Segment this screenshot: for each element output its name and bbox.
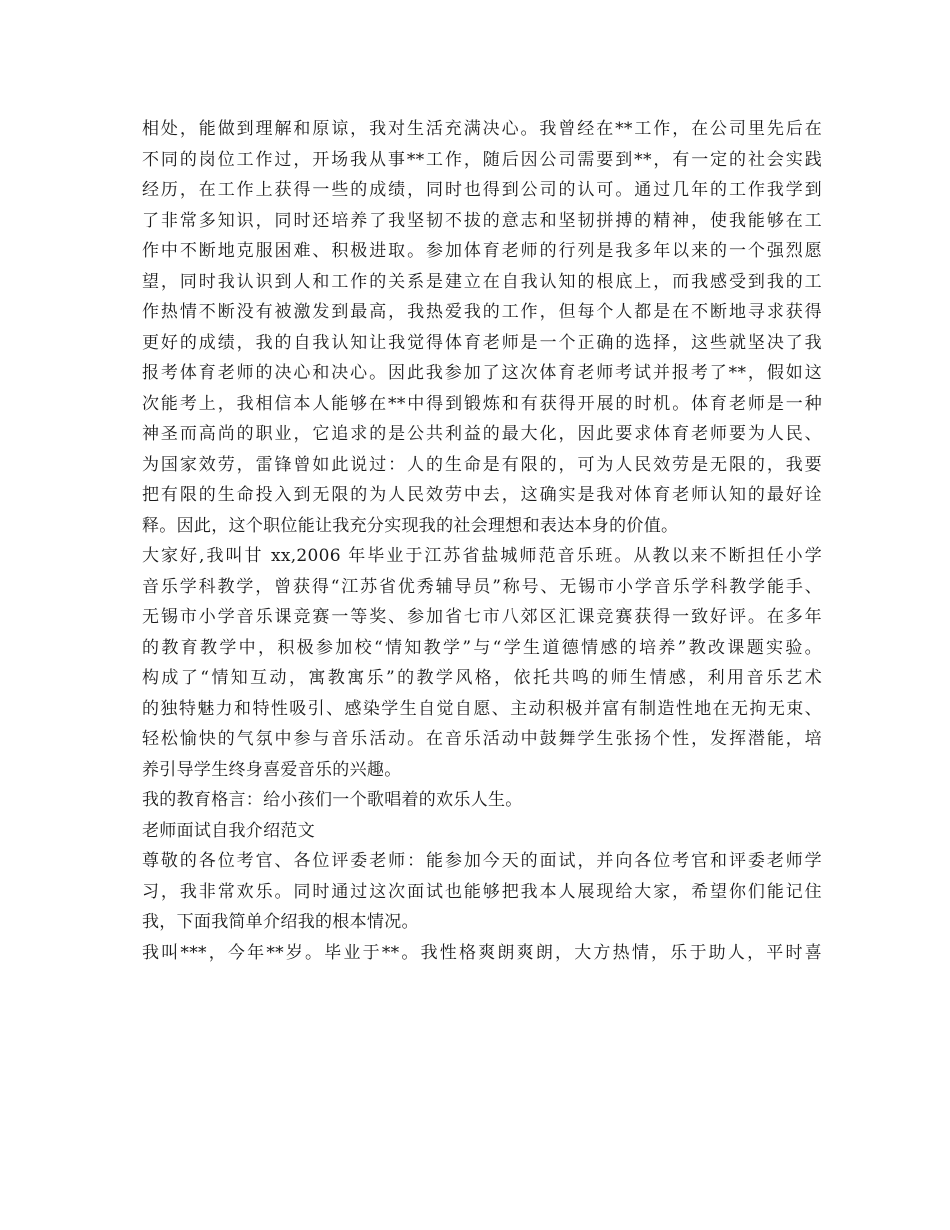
text-line: 养引导学生终身喜爱音乐的兴趣。 [142, 759, 402, 780]
text-line: 我的教育格言：给小孩们一个歌唱着的欢乐人生。 [142, 790, 523, 810]
text-line: 不同的岗位工作过，开场我从事**工作，随后因公司需要到**，有一定的社会实践 [142, 149, 822, 170]
paragraph-sports-teacher [142, 114, 822, 541]
text-line: 无锡市小学音乐课竞赛一等奖、参加省七市八郊区汇课竞赛获得一致好评。在多年 [142, 607, 822, 627]
text-line: 把有限的生命投入到无限的为人民效劳中去，这确实是我对体育老师认知的最好诠 [142, 485, 822, 505]
text-line: 次能考上，我相信本人能够在**中得到锻炼和有获得开展的时机。体育老师是一种 [142, 393, 822, 414]
text-line: 神圣而高尚的职业，它追求的是公共利益的最大化，因此要求体育老师要为人民、 [142, 424, 822, 444]
text-line: 构成了“情知互动，寓教寓乐”的教学风格，依托共鸣的师生情感，利用音乐艺术 [142, 668, 822, 688]
text-line: 作热情不断没有被激发到最高，我热爱我的工作，但每个人都是在不断地寻求获得 [142, 302, 822, 322]
text-line: 的教育教学中，积极参加校“情知教学”与“学生道德情感的培养”教改课题实验。 [142, 637, 822, 658]
heading-text: 老师面试自我介绍范文 [142, 820, 315, 841]
text-line: 我叫***，今年**岁。毕业于**。我性格爽朗爽朗，大方热情，乐于助人，平时喜 [142, 942, 822, 963]
paragraph-motto [142, 785, 822, 816]
text-line: 习，我非常欢乐。同时通过这次面试也能够把我本人展现给大家，希望你们能记住 [142, 881, 822, 902]
text-line: 我，下面我简单介绍我的根本情况。 [142, 912, 419, 932]
text-line: 为国家效劳，雷锋曾如此说过：人的生命是有限的，可为人民效劳是无限的，我要 [142, 454, 822, 475]
text-line: 报考体育老师的决心和决心。因此我参加了这次体育老师考试并报考了**，假如这 [142, 363, 822, 383]
text-line: 的独特魅力和特性吸引、感染学生自觉自愿、主动积极并富有制造性地在无拘无束、 [142, 698, 822, 719]
text-line: 了非常多知识，同时还培养了我坚韧不拔的意志和坚韧拼搏的精神，使我能够在工 [142, 210, 822, 231]
text-line: 相处，能做到理解和原谅，我对生活充满决心。我曾经在**工作，在公司里先后在 [142, 119, 822, 139]
text-line: 大家好,我叫甘 xx,2006 年毕业于江苏省盐城师范音乐班。从教以来不断担任小学 [142, 546, 822, 566]
section-heading [142, 816, 822, 847]
text-line: 作中不断地克服困难、积极进取。参加体育老师的行列是我多年以来的一个强烈愿 [142, 241, 822, 261]
text-line: 音乐学科教学，曾获得“江苏省优秀辅导员”称号、无锡市小学音乐学科教学能手、 [142, 576, 822, 597]
text-line: 释。因此，这个职位能让我充分实现我的社会理想和表达本身的价值。 [142, 515, 679, 536]
paragraph-greeting [142, 846, 822, 938]
text-line: 尊敬的各位考官、各位评委老师：能参加今天的面试，并向各位考官和评委老师学 [142, 851, 822, 871]
paragraph-introduction [142, 938, 822, 969]
text-line: 经历，在工作上获得一些的成绩，同时也得到公司的认可。通过几年的工作我学到 [142, 180, 822, 200]
document-page [142, 114, 822, 968]
paragraph-music-teacher [142, 541, 822, 785]
text-line: 更好的成绩，我的自我认知让我觉得体育老师是一个正确的选择，这些就坚决了我 [142, 332, 822, 353]
text-line: 望，同时我认识到人和工作的关系是建立在自我认知的根底上，而我感受到我的工 [142, 271, 822, 292]
text-line: 轻松愉快的气氛中参与音乐活动。在音乐活动中鼓舞学生张扬个性，发挥潜能，培 [142, 729, 822, 749]
